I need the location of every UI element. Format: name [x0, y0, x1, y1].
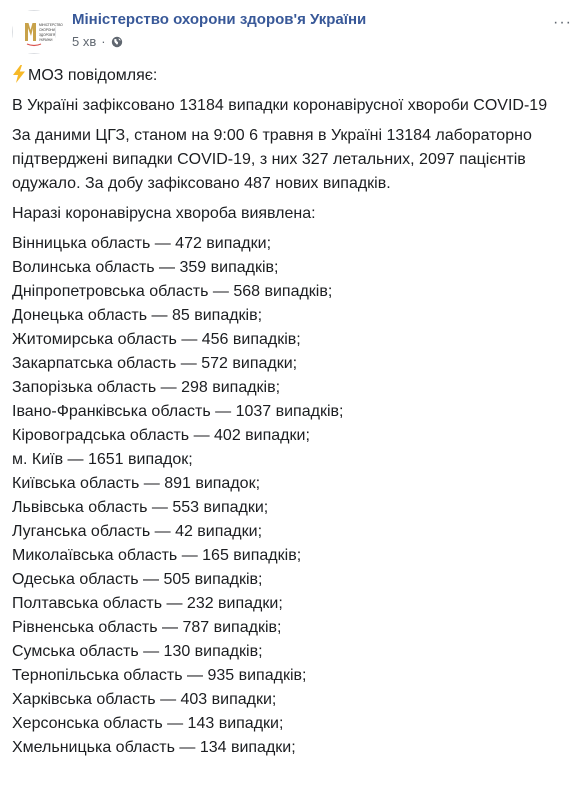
- avatar-text-3: ЗДОРОВ'Я: [39, 33, 56, 37]
- region-list-item: Донецька область — 85 випадків;: [12, 307, 263, 324]
- region-list-item: Волинська область — 359 випадків;: [12, 259, 279, 276]
- post-meta: [72, 34, 123, 49]
- region-list-item: Хмельницька область — 134 випадки;: [12, 739, 296, 756]
- more-options-icon[interactable]: ···: [553, 14, 572, 31]
- region-list-item: Закарпатська область — 572 випадки;: [12, 355, 298, 372]
- post-list-intro: Наразі коронавірусна хвороба виявлена:: [12, 205, 316, 222]
- region-list-item: Кіровоградська область — 402 випадки;: [12, 427, 310, 444]
- page-name-link[interactable]: Міністерство охорони здоров'я України: [72, 11, 367, 28]
- page-avatar[interactable]: [12, 10, 63, 54]
- region-list-item: Тернопільська область — 935 випадків;: [12, 667, 307, 684]
- globe-icon[interactable]: [111, 36, 123, 48]
- region-list-item: Миколаївська область — 165 випадків;: [12, 547, 302, 564]
- meta-separator: ·: [101, 34, 106, 49]
- region-list-item: Харківська область — 403 випадки;: [12, 691, 277, 708]
- region-list-item: Одеська область — 505 випадків;: [12, 571, 263, 588]
- region-list: [12, 232, 576, 760]
- region-list-item: Вінницька область — 472 випадки;: [12, 235, 272, 252]
- region-list-item: Івано-Франківська область — 1037 випадків;: [12, 403, 344, 420]
- region-list-item: Сумська область — 130 випадків;: [12, 643, 263, 660]
- post-content: [12, 64, 576, 760]
- post-time[interactable]: 5 хв: [72, 34, 97, 49]
- region-list-item: Дніпропетровська область — 568 випадків;: [12, 283, 333, 300]
- avatar-text-2: ОХОРОНИ: [39, 28, 55, 32]
- lightning-icon: [12, 65, 26, 83]
- region-list-item: м. Київ — 1651 випадок;: [12, 451, 193, 468]
- region-list-item: Запорізька область — 298 випадків;: [12, 379, 281, 396]
- post-summary: За даними ЦГЗ, станом на 9:00 6 травня в Україні 13184 лабораторно підтверджені випадки COVID-19, з них 327 летальних, 2097 пацієнтів одужало. За добу зафіксовано 487 нових випадків.: [12, 127, 532, 192]
- region-list-item: Київська область — 891 випадок;: [12, 475, 261, 492]
- region-list-item: Полтавська область — 232 випадки;: [12, 595, 283, 612]
- avatar-text-4: УКРАЇНИ: [39, 38, 53, 42]
- region-list-item: Луганська область — 42 випадки;: [12, 523, 263, 540]
- ministry-logo-icon: [13, 11, 63, 53]
- region-list-item: Херсонська область — 143 випадки;: [12, 715, 284, 732]
- avatar-text-1: МІНІСТЕРСТВО: [39, 23, 63, 27]
- post-header: [12, 10, 576, 54]
- region-list-item: Львівська область — 553 випадки;: [12, 499, 269, 516]
- post-intro-line: [12, 64, 576, 88]
- region-list-item: Рівненська область — 787 випадків;: [12, 619, 282, 636]
- post-intro: МОЗ повідомляє:: [28, 67, 158, 84]
- post-headline: В Україні зафіксовано 13184 випадки коронавірусної хвороби COVID-19: [12, 97, 548, 114]
- region-list-item: Житомирська область — 456 випадків;: [12, 331, 301, 348]
